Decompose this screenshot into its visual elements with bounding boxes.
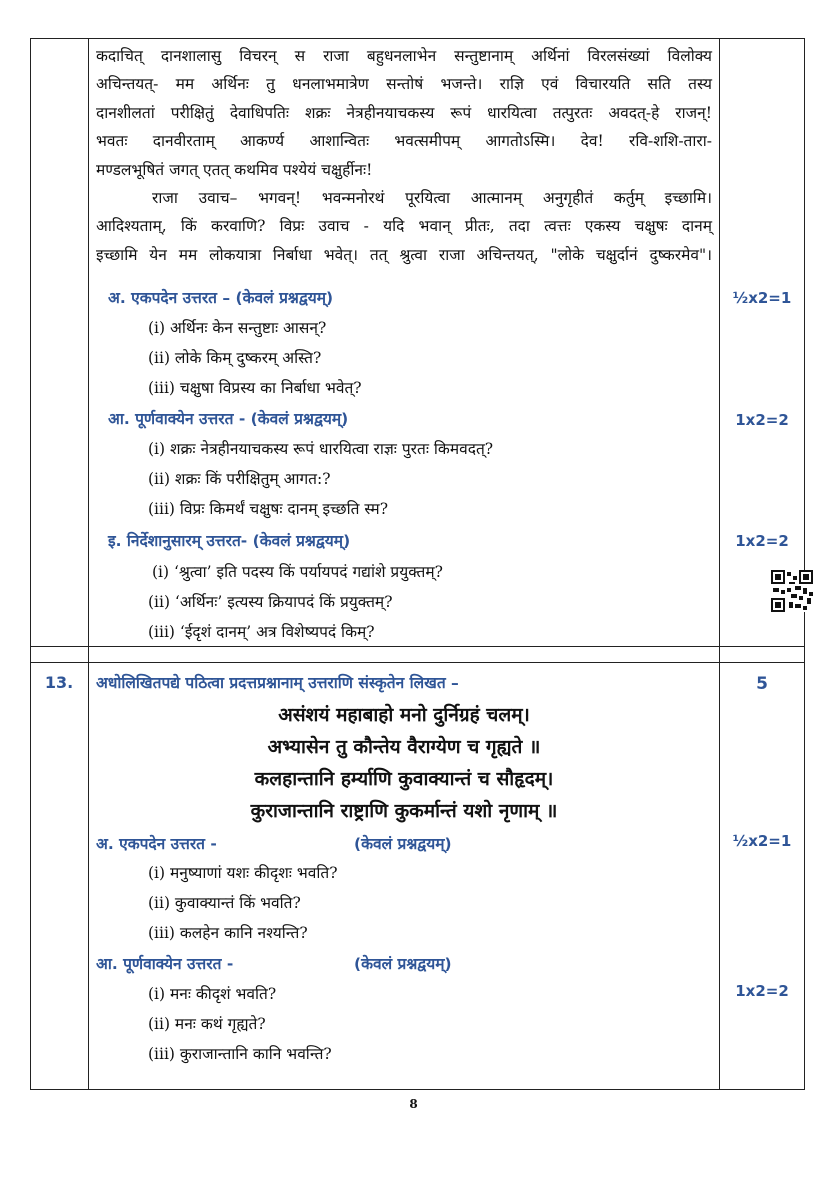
row-divider-q13: [31, 662, 804, 663]
qr-code-icon: [771, 570, 813, 612]
q13-section-a-note: (केवलं प्रश्नद्वयम्): [354, 835, 452, 853]
passage-line: दानशीलतां परीक्षितुं देवाधिपतिः शक्रः नेत्रहीनयाचकस्य रूपं धारयित्वा तत्पुरतः अवदत्-हे राजन्!: [96, 103, 712, 122]
q13-verse-line-4: कुराजान्तानि राष्ट्राणि कुकर्मान्तं यशो नृणाम् ॥: [250, 800, 558, 822]
page-number: 8: [409, 1097, 418, 1111]
q13-number: 13.: [44, 673, 74, 692]
q13-verse-line-3: कलहान्तानि हर्म्याणि कुवाक्यान्तं च सौहृदम्।: [254, 768, 554, 790]
q12-section-aa-heading: आ. पूर्णवाक्येन उत्तरत - (केवलं प्रश्नद्वयम्): [108, 410, 349, 428]
q13-section-a-heading: अ. एकपदेन उत्तरत -: [96, 835, 217, 853]
q13-marks: 5: [756, 674, 768, 694]
column-divider-number: [88, 39, 89, 1089]
q12-section-i-heading: इ. निर्देशानुसारम् उत्तरत- (केवलं प्रश्नद्वयम्): [108, 532, 351, 550]
q12-i-question-2: (ii) ‘अर्थिनः’ इत्यस्य क्रियापदं किं प्रयुक्तम्?: [148, 593, 393, 611]
passage-line: अचिन्तयत्- मम अर्थिनः तु धनलाभमात्रेण सन्तोषं भजन्ते। राज्ञि एवं विचारयति सति तस्य: [96, 75, 712, 94]
q13-section-aa-note: (केवलं प्रश्नद्वयम्): [354, 955, 452, 973]
q13-a-question-3: (iii) कलहेन कानि नश्यन्ति?: [148, 924, 308, 942]
q13-aa-question-1: (i) मनः कीदृशं भवति?: [148, 985, 277, 1003]
q13-aa-question-3: (iii) कुराजान्तानि कानि भवन्ति?: [148, 1045, 332, 1063]
q12-aa-question-2: (ii) शक्रः किं परीक्षितुम् आगत:?: [148, 470, 331, 488]
q12-a-question-3: (iii) चक्षुषा विप्रस्य का निर्बाधा भवेत्?: [148, 379, 362, 397]
q13-a-question-2: (ii) कुवाक्यान्तं किं भवति?: [148, 894, 301, 912]
q12-section-aa-marks: 1x2=2: [735, 411, 789, 429]
q13-aa-question-2: (ii) मनः कथं गृह्यते?: [148, 1015, 266, 1033]
q13-instruction: अधोलिखितपद्ये पठित्वा प्रदत्तप्रश्नानाम् उत्तराणि संस्कृतेन लिखत –: [96, 674, 459, 692]
q13-section-a-marks: ½x2=1: [732, 832, 792, 850]
passage-line: राजा उवाच– भगवन्! भवन्मनोरथं पूरयित्वा आत्मानम् अनुगृहीतं कर्तुम् इच्छामि।: [152, 189, 712, 208]
q12-section-i-marks: 1x2=2: [735, 532, 789, 550]
passage-line: आदिश्यताम्, किं करवाणि? विप्रः उवाच - यदि भवान् प्रीतः, तदा त्वत्तः एकस्य चक्षुषः दानम्: [96, 217, 712, 236]
passage-line: कदाचित् दानशालासु विचरन् स राजा बहुधनलाभेन सन्तुष्टानाम् अर्थिनां विरलसंख्यां विलोक्य: [96, 47, 712, 65]
q13-a-question-1: (i) मनुष्याणां यशः कीदृशः भवति?: [148, 864, 338, 882]
passage-line: मण्डलभूषितं जगत् एतत् कथमिव पश्येयं चक्षुर्हीनः!: [96, 160, 373, 179]
q12-section-a-marks: ½x2=1: [732, 289, 792, 307]
q13-section-aa-heading: आ. पूर्णवाक्येन उत्तरत -: [96, 955, 234, 973]
q12-aa-question-1: (i) शक्रः नेत्रहीनयाचकस्य रूपं धारयित्वा राज्ञः पुरतः किमवदत्?: [148, 440, 494, 458]
q12-section-a-heading: अ. एकपदेन उत्तरत – (केवलं प्रश्नद्वयम्): [108, 289, 334, 307]
q12-aa-question-3: (iii) विप्रः किमर्थं चक्षुषः दानम् इच्छति स्म?: [148, 500, 389, 518]
q12-a-question-1: (i) अर्थिनः केन सन्तुष्टाः आसन्?: [148, 319, 327, 337]
q12-i-question-3: (iii) ‘ईदृशं दानम्’ अत्र विशेष्यपदं किम्?: [148, 623, 375, 641]
q13-section-aa-marks: 1x2=2: [735, 982, 789, 1000]
q13-verse-line-1: असंशयं महाबाहो मनो दुर्निग्रहं चलम्।: [278, 704, 530, 726]
q13-verse-line-2: अभ्यासेन तु कौन्तेय वैराग्येण च गृह्यते ॥: [267, 736, 541, 758]
passage-line: इच्छामि येन मम लोकयात्रा निर्बाधा भवेत्। तत् श्रुत्वा राजा अचिन्तयत्, "लोके चक्षुर्दानं दुष्करमेव"।: [96, 245, 712, 264]
q12-passage: [96, 42, 712, 269]
q12-a-question-2: (ii) लोके किम् दुष्करम् अस्ति?: [148, 349, 322, 367]
column-divider-marks: [719, 39, 720, 1089]
row-divider-thin: [31, 646, 804, 647]
passage-line: भवतः दानवीरताम् आकर्ण्य आशान्वितः भवत्समीपम् आगतोऽस्मि। देव! रवि-शशि-तारा-: [96, 132, 712, 151]
q12-i-question-1: (i) ‘श्रुत्वा’ इति पदस्य किं पर्यायपदं गद्यांशे प्रयुक्तम्?: [152, 563, 443, 581]
